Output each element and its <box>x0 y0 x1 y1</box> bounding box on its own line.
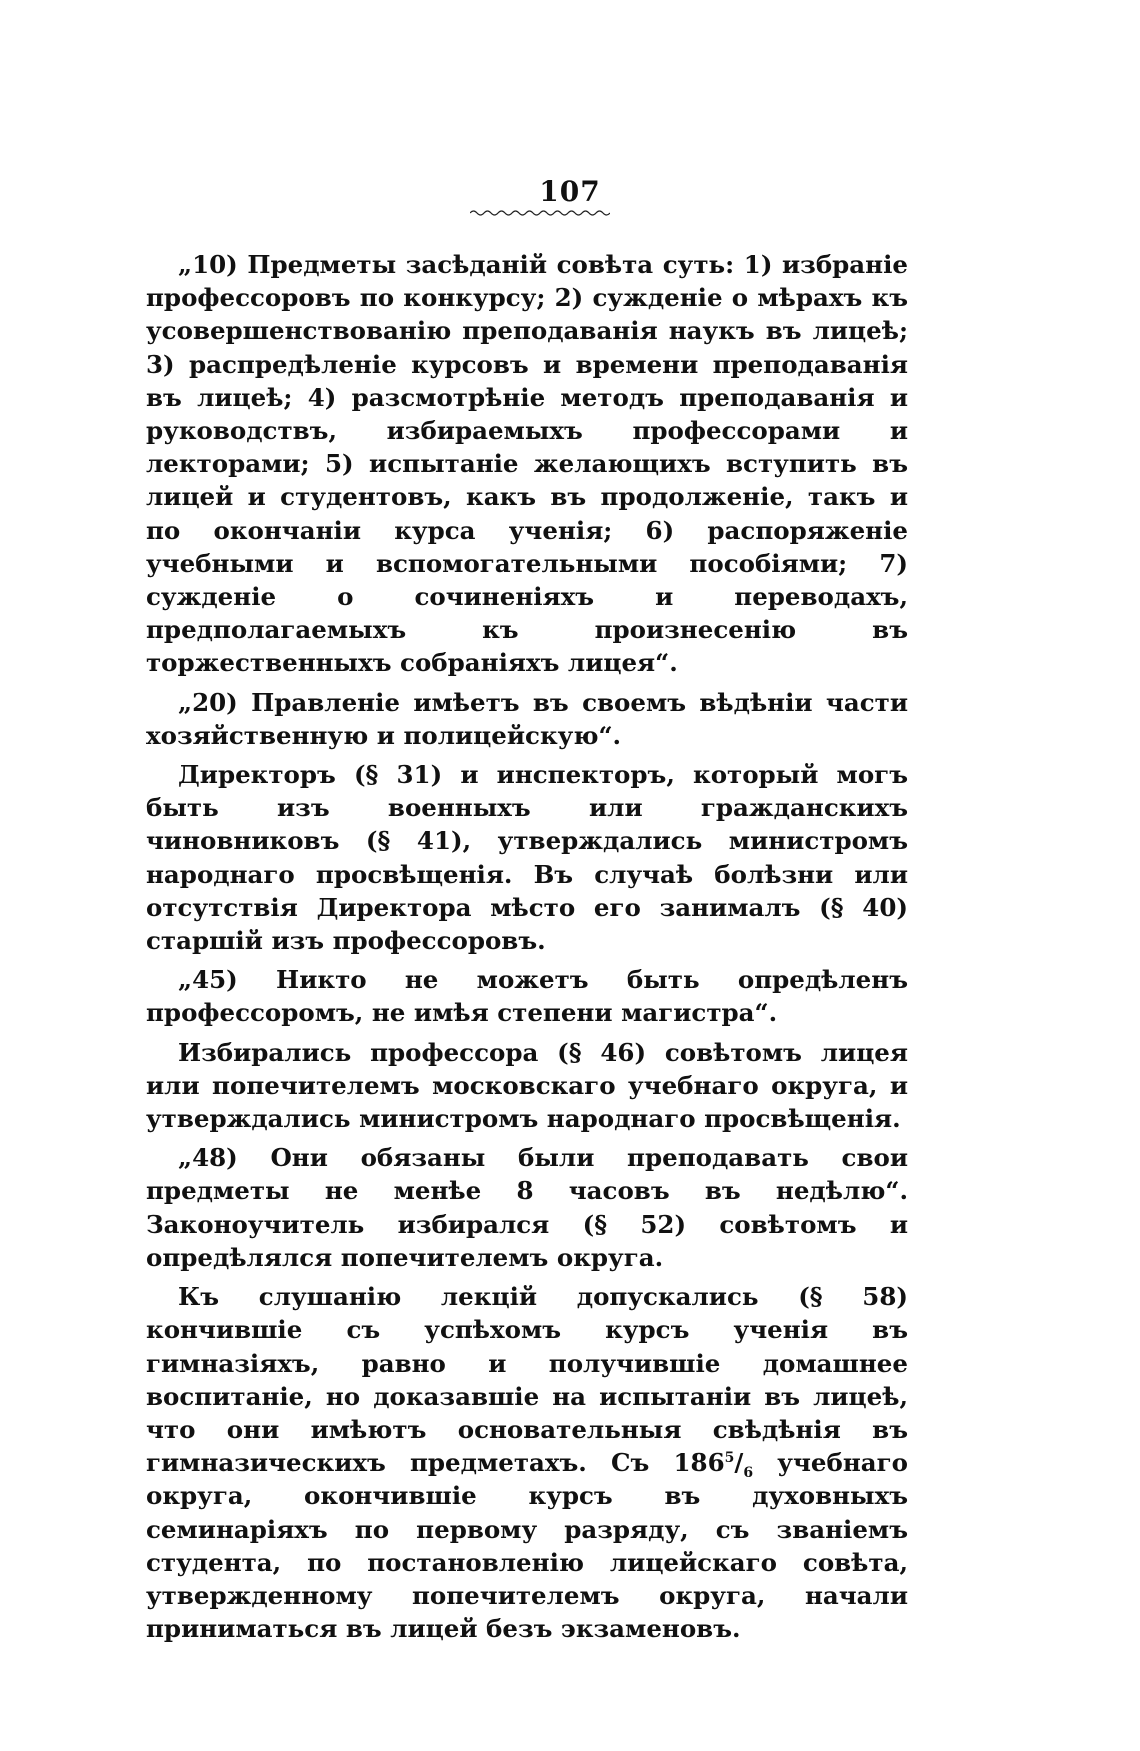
page-number: 107 <box>539 175 601 208</box>
paragraph-item-20: „20) Правленіе имѣетъ въ своемъ вѣдѣніи части хозяйственную и полицейскую“. <box>146 687 908 750</box>
paragraph-professors: Избирались профессора (§ 46) совѣтомъ лицея или попечителемъ московскаго учебнаго округа, и утверждались министромъ народнаго просвѣщенія. <box>146 1037 908 1134</box>
paragraph-item-10: „10) Предметы засѣданій совѣта суть: 1) избраніе профессоровъ по конкурсу; 2) сужденіе о мѣрахъ къ усовершенствованію преподаванія наукъ въ лицеѣ; 3) распредѣленіе курсовъ и времени преподаванія въ лицеѣ; 4) разсмотрѣніе методъ преподаванія и руководствъ, избираемыхъ профессорами и лекторами; 5) испытаніе желающихъ вступить въ лицей и студентовъ, какъ въ продолженіе, такъ и по окончаніи курса ученія; 6) распоряженіе учебными и вспомогательными пособіями; 7) сужденіе о сочиненіяхъ и переводахъ, предполагаемыхъ къ произнесенію въ торжественныхъ собраніяхъ лицея“. <box>146 250 908 678</box>
wavy-ornament-icon <box>470 209 610 217</box>
fraction-numerator: 5 <box>724 1449 735 1466</box>
paragraph-director: Директоръ (§ 31) и инспекторъ, который могъ быть изъ военныхъ или гражданскихъ чиновниковъ (§ 41), утверждались министромъ народнаго просвѣщенія. Въ случаѣ болѣзни или отсутствія Директора мѣсто его занималъ (§ 40) старшій изъ профессоровъ. <box>146 760 908 956</box>
admission-text-part1: Къ слушанію лекцій допускались (§ 58) кончившіе съ успѣхомъ курсъ ученія въ гимназіяхъ, равно и получившіе домашнее воспитаніе, но доказавшіе на испытаніи въ лицеѣ, что они имѣютъ основательныя свѣдѣнія въ гимназическихъ предметахъ. Съ 186 <box>146 1282 908 1478</box>
paragraph-admission <box>146 1280 908 1645</box>
fraction-slash: / <box>734 1448 744 1478</box>
paragraph-item-45: „45) Никто не можетъ быть опредѣленъ профессоромъ, не имѣя степени магистра“. <box>146 965 908 1028</box>
fraction-denominator: 6 <box>743 1465 754 1481</box>
admission-text-part2: учебнаго округа, окончившіе курсъ въ духовныхъ семинаріяхъ по первому разряду, съ званіемъ студента, по постановленію лицейскаго совѣта, утвержденному попечителемъ округа, начали приниматься въ лицей безъ экзаменовъ. <box>146 1448 908 1644</box>
body-text <box>146 248 908 1645</box>
paragraph-item-48: „48) Они обязаны были преподавать свои предметы не менѣе 8 часовъ въ недѣлю“. Законоучитель избирался (§ 52) совѣтомъ и опредѣлялся попечителемъ округа. <box>146 1143 908 1272</box>
